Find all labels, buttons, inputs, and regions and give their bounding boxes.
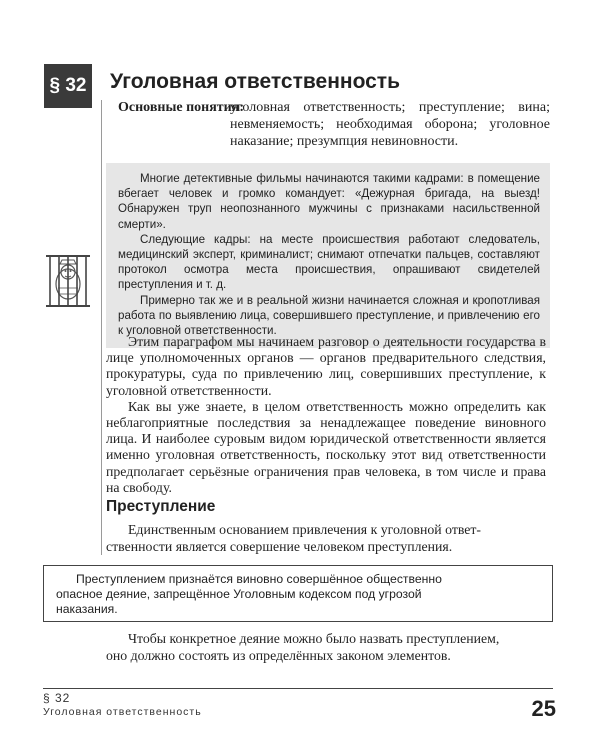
page-number: 25 xyxy=(531,696,556,721)
crime-paragraph-line: Единственным основанием привлечения к уголовной ответ- xyxy=(128,522,482,537)
crime-paragraph xyxy=(106,521,546,555)
intro-paragraph: Примерно так же и в реальной жизни начинается сложная и кропотливая работа по выявлению лица, совершившего преступление, и привлечению его к уголовной ответственности. xyxy=(118,293,540,338)
after-paragraph-line: Чтобы конкретное деяние можно было назвать преступлением, xyxy=(128,631,500,646)
footer-title: Уголовная ответственность xyxy=(43,706,202,718)
key-concepts-label: Основные понятия: xyxy=(118,100,244,115)
footer-section: § 32 xyxy=(43,691,71,705)
intro-paragraph: Следующие кадры: на месте происшествия работают следователь, медицинский эксперт, криминалист; снимают отпечатки пальцев, составляют протокол осмотра места происшествия, опрашивают свидетелей преступления и т. д. xyxy=(118,232,540,292)
prisoner-behind-bars-icon xyxy=(40,250,96,310)
main-text xyxy=(106,334,546,496)
after-paragraph xyxy=(106,630,546,664)
body-paragraph: Этим параграфом мы начинаем разговор о деятельности государства в лице уполномоченных органов — органов предварительного следствия, прокуратуры, суда по привлечению лиц, совершивших преступление, к уголовной ответственности. xyxy=(106,334,546,398)
definition-line: Преступлением признаётся виновно совершённое общественно xyxy=(76,572,442,586)
definition-line: наказания. xyxy=(56,602,118,616)
after-paragraph-line: оно должно состоять из определённых законом элементов. xyxy=(106,648,451,663)
margin-rule xyxy=(101,100,102,555)
footer-rule xyxy=(43,688,553,689)
chapter-title: Уголовная ответственность xyxy=(110,70,400,93)
body-paragraph: Как вы уже знаете, в целом ответственность можно определить как неблагоприятные последствия за ненадлежащее поведение виновного лица. И наиболее суровым видом юридической ответственности является именно уголовная ответственность, поскольку этот вид ответственности предполагает серьёзные ограничения прав человека, в том числе и права на свободу. xyxy=(106,398,546,495)
definition-line: опасное деяние, запрещённое Уголовным кодексом под угрозой xyxy=(56,587,422,601)
key-concepts-list: уголовная ответственность; преступление; вина; невменяемость; необходимая оборона; уголовное наказание; презумпция невиновности. xyxy=(230,100,550,149)
section-heading-crime: Преступление xyxy=(106,498,216,515)
crime-paragraph-line: ственности является совершение человеком преступления. xyxy=(106,539,453,554)
intro-block xyxy=(106,163,550,348)
intro-paragraph: Многие детективные фильмы начинаются такими кадрами: в помещение вбегает человек и громко командует: «Дежурная бригада, на выезд! Обнаружен труп неопознанного мужчины с признаками насильственной смерти». xyxy=(118,172,540,231)
section-badge: § 32 xyxy=(44,64,92,108)
definition-box xyxy=(43,565,553,622)
